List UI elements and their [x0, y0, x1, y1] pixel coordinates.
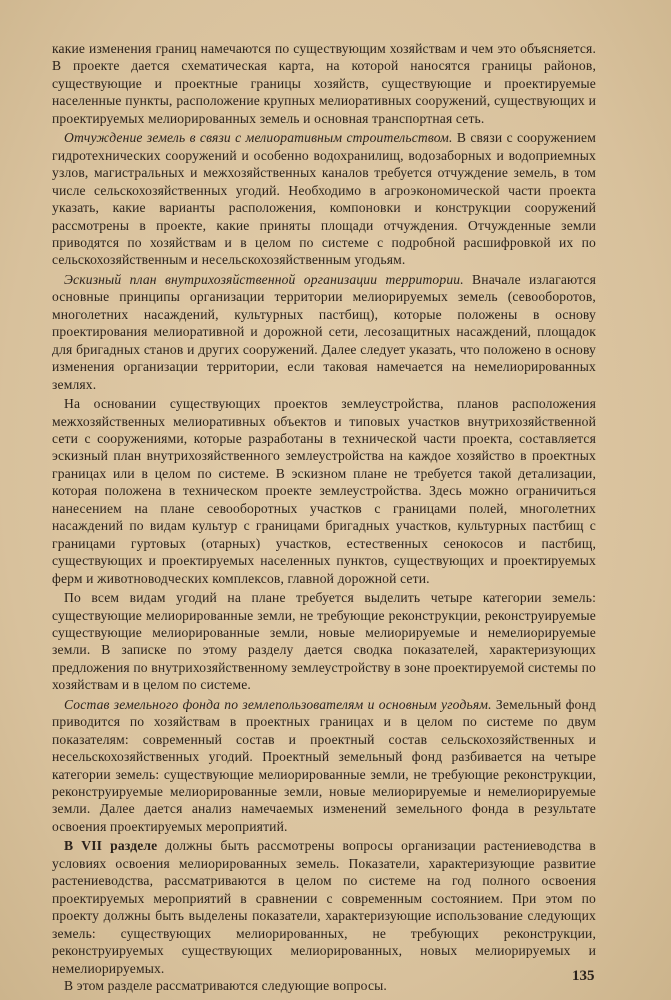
paragraph-8: В этом разделе рассматриваются следующие вопросы. — [64, 978, 387, 994]
paragraph-6: Состав земельного фонда по землепользователям и основным угодьям. Земельный фонд приводится по хозяйствам в проектных границах и в целом по системе по двум показателям: современный состав и проектный состав сельскохозяйственных и несельскохозяйственных угодий. Проектный земельный фонд разбивается на четыре категории земель: существующие мелиорированные земли, не требующие реконструкции, реконструируемые мелиорированные земли, новые мелиорируемые и немелиорируемые земли. Далее дается анализ намечаемых изменений земельного фонда в результате освоения проектируемых мероприятий. — [52, 696, 596, 834]
section-lead-vii: В VII разделе — [64, 838, 158, 854]
paragraph-4: На основании существующих проектов землеустройства, планов расположения межхозяйственных мелиоративных объектов и типовых участков внутрихозяйственной сети с сооружениями, которые разработаны в технической части проекта, составляется эскизный план внутрихозяйственного землеустройства на каждое хозяйство в проектных границах или в целом по системе. В эскизном плане не требуется такой детализации, которая положена в техническом проекте землеустройства. Здесь можно ограничиться нанесением на плане севооборотных участков с границами полей, многолетних насаждений по видам культур с границами бригадных участков, культурных пастбищ с границами гуртовых (отарных) участков, естественных сенокосов и пастбищ, существующих и проектируемых населенных пунктов, существующих и проектируемых ферм и животноводческих комплексов, главной дорожной сети. — [52, 396, 596, 586]
paragraph-3: Эскизный план внутрихозяйственной организации территории. Вначале излагаются основные принципы организации территории мелиорируемых земель (севооборотов, многолетних насаждений, культурных пастбищ), которые положены в основу проектирования мелиоративной и дорожной сети, лесозащитных насаждений, площадок для бригадных станов и других сооружений. Далее следует указать, что положено в основу изменения организации территории, если таковая намечается на немелиорированных землях. — [52, 271, 596, 392]
section-heading-sketch-plan: Эскизный план внутрихозяйственной организации территории. — [64, 271, 464, 287]
page-body — [52, 40, 596, 994]
paragraph-1: какие изменения границ намечаются по существующим хозяйствам и чем это объясняется. В проекте дается схематическая карта, на которой наносятся границы районов, существующие и проектные границы хозяйств, существующие и проектируемые населенные пункты, расположение крупных мелиоративных сооружений, существующих и проектируемых мелиорированных земель и основная транспортная сеть. — [52, 41, 596, 126]
paragraph-5: По всем видам угодий на плане требуется выделить четыре категории земель: существующие мелиорированные земли, не требующие реконструкции, реконструируемые существующие мелиорированные земли, новые мелиорируемые и немелиорируемые земли. В записке по этому разделу дается сводка показателей, характеризующих предложения по внутрихозяйственному землеустройству в зоне проектируемой системы по хозяйствам и в целом по системе. — [52, 590, 596, 693]
paragraph-7: В VII разделе должны быть рассмотрены вопросы организации растениеводства в условиях освоения мелиорированных земель. Показатели, характеризующие развитие растениеводства, рассматриваются в целом по системе на год полного освоения проектируемых мероприятий в сравнении с современным состоянием. При этом по проекту должны быть выделены показатели, характеризующие использование следующих земель: существующих мелиорированных, не требующих реконструкции, реконструируемых существующих мелиорированных, новых мелиорируемых и немелиорируемых. — [52, 838, 596, 976]
page-number: 135 — [572, 968, 595, 984]
paragraph-2: Отчуждение земель в связи с мелиоративным строительством. В связи с сооружением гидротехнических сооружений и особенно водохранилищ, водозаборных и водоприемных узлов, магистральных и межхозяйственных каналов требуется отчуждение земель, в том числе сельскохозяйственных угодий. Необходимо в агроэкономической части проекта указать, какие варианты расположения, компоновки и конструкции сооружений рассмотрены в проекте, какие приняты площади отчуждения. Отчужденные земли приводятся по хозяйствам и в целом по системе с подробной расшифровкой их по сельскохозяйственным и несельскохозяйственным угодьям. — [52, 130, 596, 268]
section-heading-alienation: Отчуждение земель в связи с мелиоративным строительством. — [64, 130, 453, 146]
section-heading-land-fund: Состав земельного фонда по землепользователям и основным угодьям. — [64, 696, 492, 712]
